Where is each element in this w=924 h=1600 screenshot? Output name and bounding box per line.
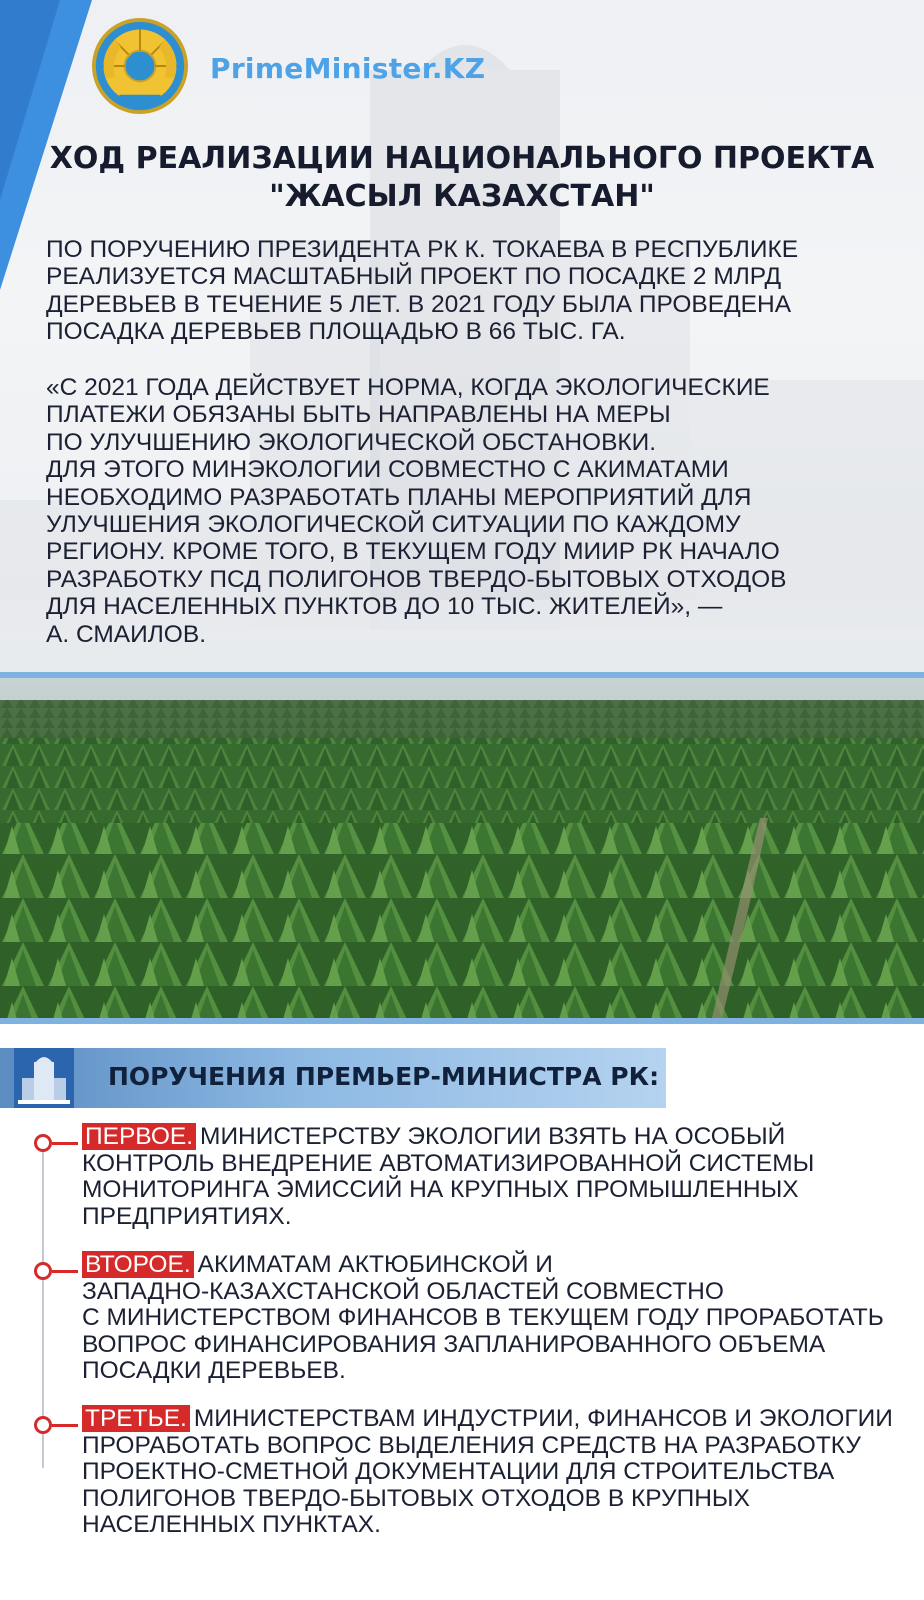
timeline-connector (52, 1142, 78, 1145)
instructions-heading: ПОРУЧЕНИЯ ПРЕМЬЕР-МИНИСТРА РК: (108, 1062, 660, 1091)
site-name[interactable]: PrimeMinister.KZ (210, 52, 486, 85)
instructions-header (0, 1048, 666, 1108)
forest-photo (0, 678, 924, 1018)
photo-frame (0, 672, 924, 1024)
instruction-label: ТРЕТЬЕ. (82, 1405, 190, 1432)
timeline-connector (52, 1270, 78, 1273)
title-line-1: ХОД РЕАЛИЗАЦИИ НАЦИОНАЛЬНОГО ПРОЕКТА (49, 141, 875, 176)
intro-paragraph: ПО ПОРУЧЕНИЮ ПРЕЗИДЕНТА РК К. ТОКАЕВА В РЕСПУБЛИКЕ РЕАЛИЗУЕТСЯ МАСШТАБНЫЙ ПРОЕКТ ПО ПОСАДКЕ 2 МЛРД ДЕРЕВЬЕВ В ТЕЧЕНИЕ 5 ЛЕТ. В 2021 ГОДУ БЫЛА ПРОВЕДЕНА ПОСАДКА ДЕРЕВЬЕВ ПЛОЩАДЬЮ В 66 ТЫС. ГА. (46, 236, 799, 346)
header-section (0, 0, 924, 672)
kazakhstan-state-emblem-icon (92, 18, 188, 114)
timeline-dot (34, 1416, 52, 1434)
instruction-label: ПЕРВОЕ. (82, 1123, 196, 1150)
page-title (30, 140, 894, 216)
government-building-icon (14, 1048, 74, 1108)
timeline-dot (34, 1134, 52, 1152)
instruction-text: МИНИСТЕРСТВУ ЭКОЛОГИИ ВЗЯТЬ НА ОСОБЫЙ КОНТРОЛЬ ВНЕДРЕНИЕ АВТОМАТИЗИРОВАННОЙ СИСТЕМЫ МОНИТОРИНГА ЭМИССИЙ НА КРУПНЫХ ПРОМЫШЛЕННЫХ ПРЕДПРИЯТИЯХ. (82, 1123, 815, 1230)
instruction-text: МИНИСТЕРСТВАМ ИНДУСТРИИ, ФИНАНСОВ И ЭКОЛОГИИ ПРОРАБОТАТЬ ВОПРОС ВЫДЕЛЕНИЯ СРЕДСТВ НА РАЗРАБОТКУ ПРОЕКТНО-СМЕТНОЙ ДОКУМЕНТАЦИИ ДЛЯ СТРОИТЕЛЬСТВА ПОЛИГОНОВ ТВЕРДО-БЫТОВЫХ ОТХОДОВ В КРУПНЫХ НАСЕЛЕННЫХ ПУНКТАХ. (82, 1405, 893, 1539)
timeline-dot (34, 1262, 52, 1280)
title-line-2: "ЖАСЫЛ КАЗАХСТАН" (269, 179, 655, 214)
instruction-label: ВТОРОЕ. (82, 1251, 194, 1278)
instruction-text: АКИМАТАМ АКТЮБИНСКОЙ И ЗАПАДНО-КАЗАХСТАНСКОЙ ОБЛАСТЕЙ СОВМЕСТНО С МИНИСТЕРСТВОМ ФИНАНСОВ В ТЕКУЩЕМ ГОДУ ПРОРАБОТАТЬ ВОПРОС ФИНАНСИРОВАНИЯ ЗАПЛАНИРОВАННОГО ОБЪЕМА ПОСАДКИ ДЕРЕВЬЕВ. (82, 1251, 884, 1385)
timeline-connector (52, 1424, 78, 1427)
quote-paragraph: «С 2021 ГОДА ДЕЙСТВУЕТ НОРМА, КОГДА ЭКОЛОГИЧЕСКИЕ ПЛАТЕЖИ ОБЯЗАНЫ БЫТЬ НАПРАВЛЕНЫ НА МЕРЫ ПО УЛУЧШЕНИЮ ЭКОЛОГИЧЕСКОЙ ОБСТАНОВКИ. ДЛЯ ЭТОГО МИНЭКОЛОГИИ СОВМЕСТНО С АКИМАТАМИ НЕОБХОДИМО РАЗРАБОТАТЬ ПЛАНЫ МЕРОПРИЯТИЙ ДЛЯ УЛУЧШЕНИЯ ЭКОЛОГИЧЕСКОЙ СИТУАЦИИ ПО КАЖДОМУ РЕГИОНУ. КРОМЕ ТОГО, В ТЕКУЩЕМ ГОДУ МИИР РК НАЧАЛО РАЗРАБОТКУ ПСД ПОЛИГОНОВ ТВЕРДО-БЫТОВЫХ ОТХОДОВ ДЛЯ НАСЕЛЕННЫХ ПУНКТОВ ДО 10 ТЫС. ЖИТЕЛЕЙ», — А. СМАИЛОВ. (46, 374, 787, 648)
instructions-section (0, 1024, 924, 1600)
